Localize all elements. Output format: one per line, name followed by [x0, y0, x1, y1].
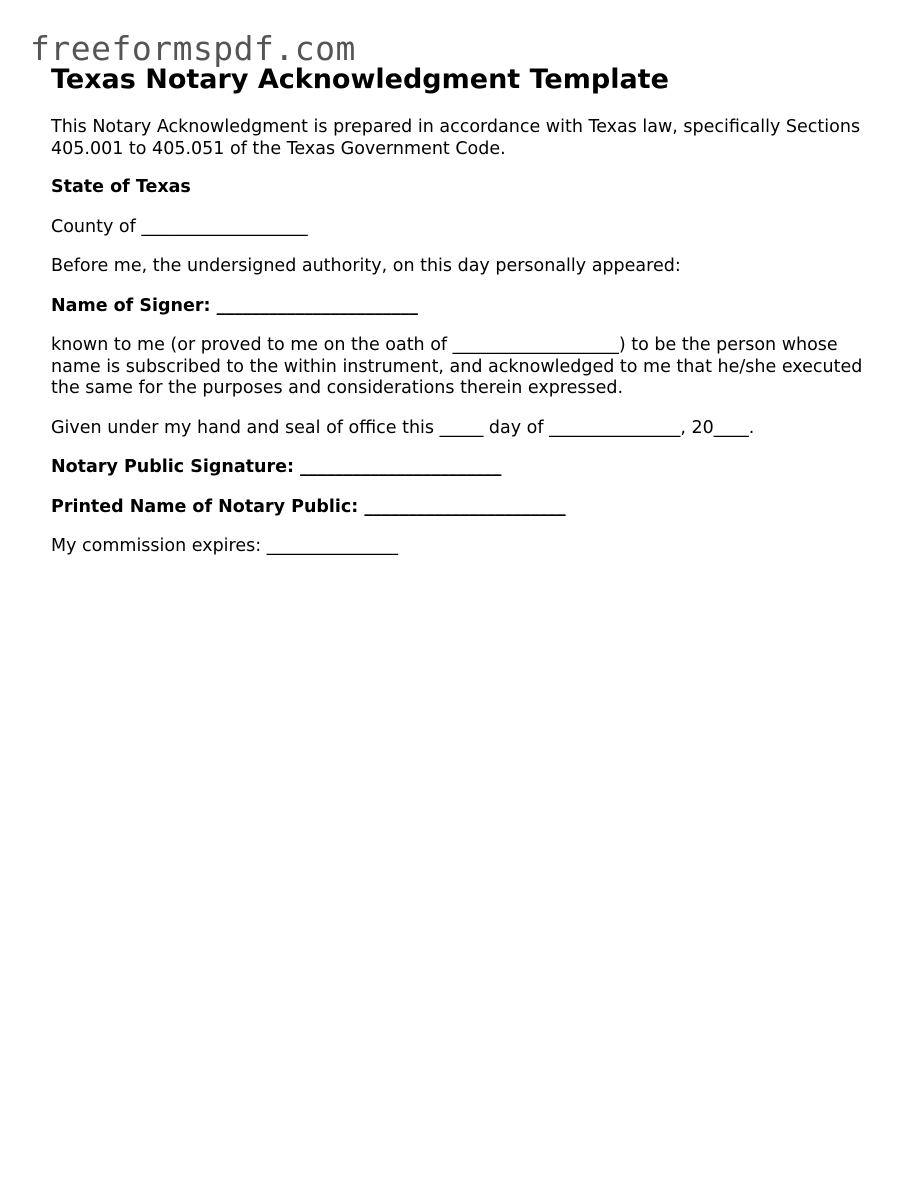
intro-paragraph: This Notary Acknowledgment is prepared in accordance with Texas law, specifically Sections 405.001 to 405.051 of the Texas Government Code.	[51, 117, 861, 159]
identification-text-start: known to me (or proved to me on the oath of	[51, 335, 453, 355]
county-blank-field[interactable]: ___________________	[141, 216, 308, 237]
notary-printed-name-line	[51, 497, 881, 519]
given-text-3: , 20	[680, 417, 714, 438]
given-text-1: Given under my hand and seal of office this	[51, 417, 440, 438]
signer-name-label: Name of Signer:	[51, 295, 217, 316]
oath-witness-blank-field[interactable]: ___________________	[452, 335, 619, 355]
commission-expiry-label: My commission expires:	[51, 536, 267, 556]
given-text-4: .	[748, 417, 755, 438]
state-heading: State of Texas	[51, 177, 191, 197]
document-title: Texas Notary Acknowledgment Template	[51, 64, 669, 95]
commission-expiry-line	[51, 536, 881, 558]
signer-name-line	[51, 296, 881, 318]
identification-paragraph	[51, 335, 881, 400]
year-blank-field[interactable]: ____	[713, 417, 749, 438]
notary-signature-label: Notary Public Signature:	[51, 457, 301, 477]
document-body	[51, 62, 881, 558]
appearance-statement: Before me, the undersigned authority, on this day personally appeared:	[51, 256, 681, 276]
commission-expiry-blank-field[interactable]: _______________	[266, 536, 398, 556]
month-blank-field[interactable]: _______________	[549, 417, 681, 438]
day-blank-field[interactable]: _____	[439, 417, 484, 438]
county-line	[51, 217, 881, 239]
watermark-text: freeformspdf.com	[30, 29, 356, 68]
given-text-2: day of	[483, 417, 550, 438]
notary-printed-name-blank-field[interactable]: _______________________	[364, 496, 566, 517]
county-label: County of	[51, 216, 142, 237]
given-under-hand-line	[51, 418, 881, 440]
notary-printed-name-label: Printed Name of Notary Public:	[51, 496, 365, 517]
notary-signature-blank-field[interactable]: _______________________	[300, 457, 502, 477]
signer-name-blank-field[interactable]: _______________________	[216, 295, 418, 316]
notary-signature-line	[51, 457, 881, 479]
identification-text-end: ) to be the person whose name is subscribed to the within instrument, and acknowledged to me that he/she executed the same for the purposes and considerations therein expressed.	[51, 335, 863, 398]
